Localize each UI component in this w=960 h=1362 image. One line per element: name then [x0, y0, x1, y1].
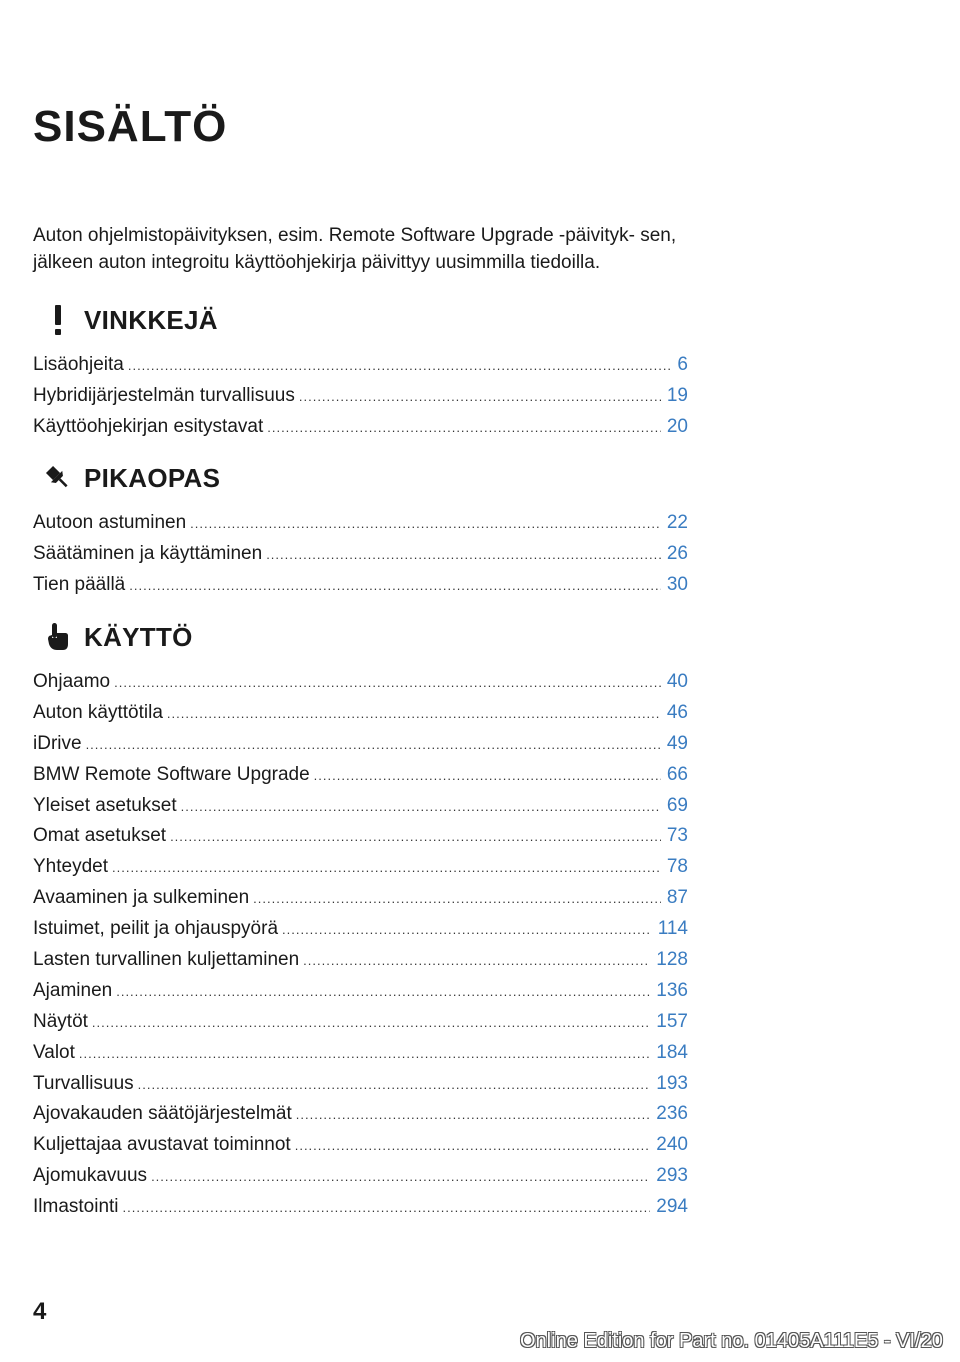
toc-entry-label: Lisäohjeita [33, 354, 124, 375]
toc-entry[interactable] [33, 1192, 688, 1223]
section-header [33, 290, 688, 350]
toc-entry[interactable] [33, 667, 688, 698]
toc-section-kaytto [33, 607, 688, 1223]
dot-leader [170, 822, 661, 853]
toc-entry[interactable] [33, 883, 688, 914]
toc-page-link[interactable]: 30 [666, 573, 688, 595]
toc-page-link[interactable]: 240 [656, 1134, 688, 1156]
toc-entry[interactable] [33, 1069, 688, 1100]
toc-page-link[interactable]: 78 [666, 856, 688, 878]
dot-leader [295, 1131, 651, 1162]
section-title: KÄYTTÖ [84, 621, 193, 652]
toc-entry-label: Ilmastointi [33, 1196, 119, 1218]
toc-page-link[interactable]: 66 [666, 763, 688, 785]
dot-leader [267, 413, 661, 444]
toc-list [33, 667, 688, 1223]
toc-entry[interactable] [33, 1130, 688, 1161]
toc-entry-label: Turvallisuus [33, 1072, 134, 1094]
toc-list [33, 350, 688, 443]
toc-entry[interactable] [33, 791, 688, 822]
toc-entry[interactable] [33, 821, 688, 852]
exclamation-icon [40, 300, 76, 340]
section-header [33, 448, 688, 508]
intro-text: Auton ohjelmistopäivityksen, esim. Remote Software Upgrade -päivityk- sen, jälkeen auton integroitu käyttöohjekirja päivittyy uusimmilla tiedoilla. [33, 225, 677, 273]
toc-page-link[interactable]: 293 [656, 1165, 688, 1187]
dot-leader [181, 792, 661, 823]
toc-entry[interactable] [33, 729, 688, 760]
toc-entry[interactable] [33, 1161, 688, 1192]
toc-page-link[interactable]: 128 [656, 949, 688, 971]
toc-entry-label: Ohjaamo [33, 671, 111, 692]
toc-entry-label: Säätäminen ja käyttäminen [33, 542, 263, 564]
toc-entry-label: BMW Remote Software Upgrade [33, 763, 310, 785]
toc-page-link[interactable]: 22 [666, 512, 688, 533]
section-title: PIKAOPAS [84, 462, 221, 493]
page-number: 4 [33, 1298, 47, 1325]
toc-page-link[interactable]: 294 [656, 1196, 688, 1218]
toc-list [33, 508, 688, 601]
toc-entry-label: Tien päällä [33, 573, 126, 595]
dot-leader [123, 1193, 651, 1224]
toc-entry[interactable] [33, 760, 688, 791]
footer-edition: Online Edition for Part no. 01405A111E5 - VI/20 [520, 1330, 943, 1352]
toc-entry-label: Auton käyttötila [33, 701, 163, 723]
toc-page-link[interactable]: 87 [666, 887, 688, 909]
toc-entry-label: Yhteydet [33, 856, 108, 878]
toc-entry[interactable] [33, 698, 688, 729]
toc-entry-label: Istuimet, peilit ja ohjauspyörä [33, 918, 279, 940]
toc-page-link[interactable]: 193 [656, 1072, 688, 1094]
dot-leader [86, 730, 661, 761]
toc-page-link[interactable]: 49 [666, 732, 688, 754]
toc-page-link[interactable]: 69 [666, 794, 688, 816]
toc-page-link[interactable]: 19 [666, 384, 688, 406]
dot-leader [114, 668, 661, 699]
toc-page-link[interactable]: 157 [656, 1010, 688, 1032]
dot-leader [299, 382, 661, 413]
dot-leader [314, 761, 661, 792]
toc-entry-label: iDrive [33, 732, 82, 754]
pushpin-icon [40, 458, 76, 498]
toc-entry-label: Hybridijärjestelmän turvallisuus [33, 384, 295, 406]
toc-entry-label: Lasten turvallinen kuljettaminen [33, 949, 300, 971]
dot-leader [129, 571, 661, 602]
toc-section-vinkkeja [33, 290, 688, 443]
toc-entry[interactable] [33, 852, 688, 883]
toc-page-link[interactable]: 40 [666, 671, 688, 692]
toc-entry-label: Yleiset asetukset [33, 794, 177, 816]
dot-leader [112, 853, 661, 884]
dot-leader [282, 915, 652, 946]
toc-entry-label: Avaaminen ja sulkeminen [33, 887, 250, 909]
toc-entry[interactable] [33, 381, 688, 412]
dot-leader [92, 1008, 650, 1039]
page-title: SISÄLTÖ [33, 102, 228, 151]
toc-page-link[interactable]: 73 [666, 825, 688, 847]
dot-leader [167, 699, 661, 730]
toc-entry-label: Näytöt [33, 1010, 88, 1032]
toc-entry-label: Ajaminen [33, 979, 113, 1001]
pointing-hand-icon [40, 617, 76, 657]
dot-leader [138, 1070, 651, 1101]
section-header [33, 607, 688, 667]
toc-page-link[interactable]: 6 [677, 354, 688, 375]
toc-entry-label: Autoon astuminen [33, 512, 187, 533]
toc-entry-label: Kuljettajaa avustavat toiminnot [33, 1134, 291, 1156]
toc-page-link[interactable]: 46 [666, 701, 688, 723]
toc-entry-label: Käyttöohjekirjan esitystavat [33, 415, 264, 437]
dot-leader [128, 351, 672, 382]
dot-leader [303, 946, 650, 977]
toc-entry[interactable] [33, 1007, 688, 1038]
toc-entry[interactable] [33, 412, 688, 443]
toc-entry[interactable] [33, 945, 688, 976]
toc-page-link[interactable]: 184 [656, 1041, 688, 1063]
toc-entry[interactable] [33, 914, 688, 945]
toc-page-link[interactable]: 136 [656, 979, 688, 1001]
toc-entry[interactable] [33, 350, 688, 381]
toc-entry[interactable] [33, 508, 688, 539]
toc-page-link[interactable]: 20 [666, 415, 688, 437]
toc-page-link[interactable]: 114 [657, 918, 688, 940]
dot-leader [79, 1039, 650, 1070]
toc-entry-label: Ajomukavuus [33, 1165, 148, 1187]
dot-leader [266, 540, 661, 571]
toc-entry[interactable] [33, 1038, 688, 1069]
toc-entry[interactable] [33, 570, 688, 601]
toc-entry[interactable] [33, 976, 688, 1007]
toc-page-link[interactable]: 236 [656, 1103, 688, 1125]
toc-page-link[interactable]: 26 [666, 542, 688, 564]
toc-section-pikaopas [33, 448, 688, 601]
toc-entry[interactable] [33, 539, 688, 570]
toc-entry-label: Ajovakauden säätöjärjestelmät [33, 1103, 292, 1125]
toc-entry-label: Omat asetukset [33, 825, 167, 847]
dot-leader [151, 1162, 650, 1193]
toc-entry[interactable] [33, 1099, 688, 1130]
dot-leader [296, 1100, 651, 1131]
dot-leader [116, 977, 650, 1008]
dot-leader [190, 509, 661, 540]
dot-leader [253, 884, 661, 915]
toc-entry-label: Valot [33, 1041, 75, 1063]
section-title: VINKKEJÄ [84, 304, 218, 335]
